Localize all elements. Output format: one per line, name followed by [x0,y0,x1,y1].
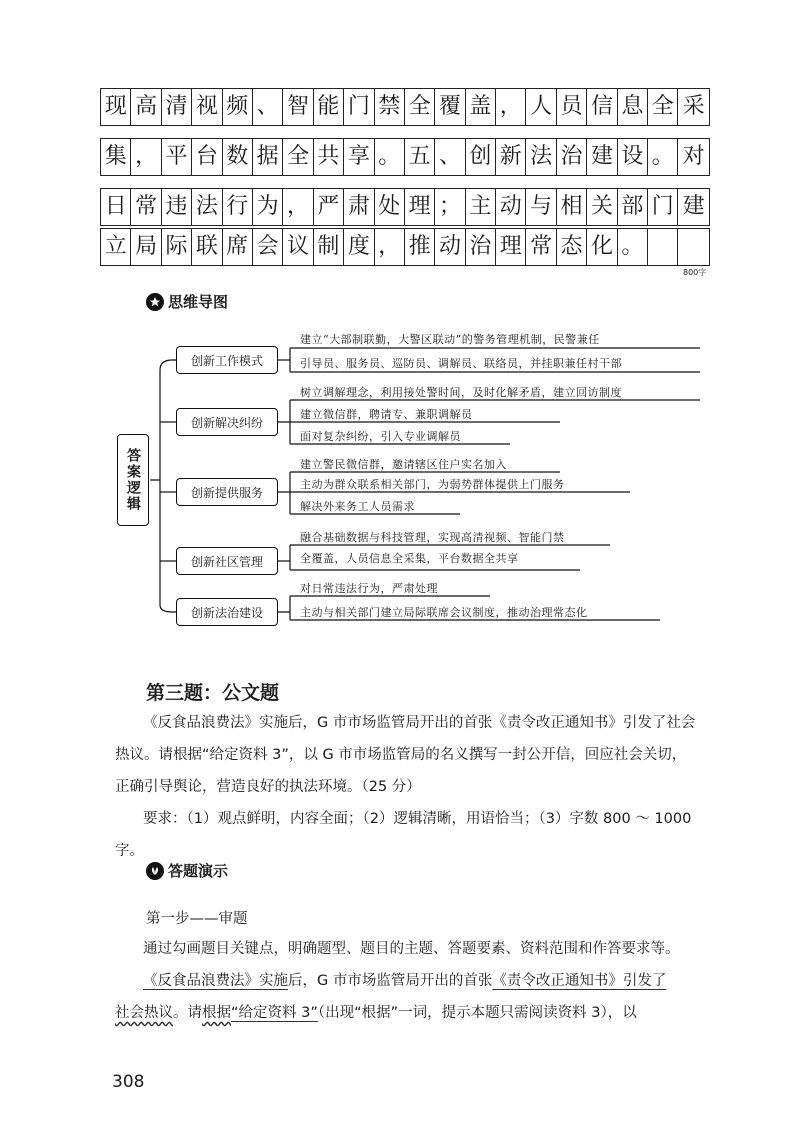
mindmap-leaf: 主动与相关部门建立局际联席会议制度，推动治理常态化 [300,606,588,619]
grid-cell: ； [435,189,465,225]
mindmap-node: 创新提供服务 [176,478,278,506]
grid-cell: 、 [253,89,283,125]
grid-cell: 对 [682,144,705,169]
grid-cell: 信 [587,89,617,125]
step-label: 第一步——审题 [146,911,248,927]
grid-cell: 门 [344,89,374,125]
mindmap-leaf: 主动为群众联系相关部门，为弱势群体提供上门服务 [300,478,565,491]
grid-cell: 局 [131,229,161,265]
demo-heading: 答题演示 [146,860,228,881]
grid-cell: 数 [223,139,253,175]
grid-cell: 理 [496,229,526,265]
grid-cell: 设 [618,139,648,175]
grid-cell: 全 [405,89,435,125]
grid-cell: 法 [526,139,556,175]
grid-cell: 能 [314,89,344,125]
grid-cell: 采 [682,94,705,119]
mindmap-leaf: 建立微信群，聘请专、兼职调解员 [300,408,473,421]
grid-cell: 覆 [435,89,465,125]
grid-cell: 全 [648,89,678,125]
grid-cell: 常 [131,189,161,225]
grid-cell: 席 [223,229,253,265]
mindmap-leaf: 建立警民微信群，邀请辖区住户实名加入 [300,458,507,471]
grid-cell: ， [375,229,405,265]
grid-cell: 为 [253,189,283,225]
grid-cell: 联 [192,229,222,265]
page-number: 308 [112,1072,145,1092]
grid-cell: 建 [587,139,617,175]
grid-cell: 、 [435,139,465,175]
grid-cell: 议 [283,229,313,265]
grid-cell: 推 [405,229,435,265]
grid-cell: 频 [223,89,253,125]
mindmap-leaf: 建立“大部制联勤，大警区联动”的警务管理机制，民警兼任 [300,333,600,346]
grid-cell: 处 [375,189,405,225]
mindmap-heading: 思维导图 [146,291,228,312]
grid-cell: 化 [587,229,617,265]
grid-cell: 治 [466,229,496,265]
grid-cell: 清 [162,89,192,125]
grid-cell: 部 [618,189,648,225]
mindmap-root: 答案逻辑 [117,434,149,526]
grid-cell: 据 [253,139,283,175]
word-count: 800字 [683,268,707,277]
grid-cell: ， [131,139,161,175]
grid-cell: 新 [496,139,526,175]
grid-cell: 常 [526,229,556,265]
grid-cell: 现 [101,89,131,125]
grid-cell: 与 [526,189,556,225]
grid-cell: 禁 [375,89,405,125]
grid-cell: 。 [375,139,405,175]
mindmap-node: 创新法治建设 [176,598,278,626]
grid-cell: 人 [526,89,556,125]
mindmap-leaf: 全覆盖，人员信息全采集，平台数据全共享 [300,552,519,565]
grid-cell: 日 [101,189,131,225]
grid-cell: 态 [557,229,587,265]
grid-cell: 主 [466,189,496,225]
question-body: 《反食品浪费法》实施后，G 市市场监管局开出的首张《责令改正通知书》引发了社会 热议。请根据“给定资料 3”，以 G 市市场监管局的名义撰写一封公开信，回应社会关切， 正确引导舆论，营造良好的执法环境。（25 分） 要求：（1）观点鲜明，内容全面；（2）逻辑清晰，用语恰当；（3）字数 800 ～ 1000 字。 [115,715,696,859]
grid-cell: 享 [344,139,374,175]
grid-cell: 肃 [344,189,374,225]
grid-cell: 违 [162,189,192,225]
grid-cell: 治 [557,139,587,175]
grid-cell: 集 [101,139,131,175]
grid-cell: 视 [192,89,222,125]
demo-body: 通过勾画题目关键点，明确题型、题目的主题、答题要素、资料范围和作答要求等。 《反食品浪费法》实施后，G 市市场监管局开出的首张《责令改正通知书》引发了 社会热议。请根据“给定资料 3”（出现“根据”一词，提示本题只需阅读资料 3），以 [115,941,680,1021]
mindmap-leaf: 融合基础数据与科技管理，实现高清视频、智能门禁 [300,531,565,544]
mindmap-leaf: 解决外来务工人员需求 [300,500,415,513]
grid-cell: 建 [682,194,705,219]
grid-cell: 。 [618,229,648,265]
grid-cell: 盖 [466,89,496,125]
mindmap-leaf: 树立调解理念，利用接处警时间，及时化解矛盾，建立回访制度 [300,386,622,399]
grid-cell: 关 [587,189,617,225]
grid-cell: 相 [557,189,587,225]
mindmap-node: 创新工作模式 [176,346,278,374]
leaf-icon [146,862,164,880]
grid-cell: 五 [405,139,435,175]
grid-cell: 会 [253,229,283,265]
mindmap-leaf: 面对复杂纠纷，引入专业调解员 [300,430,461,443]
mindmap-node: 创新解决纠纷 [176,408,278,436]
grid-cell: 平 [162,139,192,175]
grid-cell: 全 [283,139,313,175]
mindmap-leaf: 对日常违法行为，严肃处理 [300,582,438,595]
grid-cell: 共 [314,139,344,175]
grid-cell: 立 [101,229,131,265]
grid-cell: 息 [618,89,648,125]
grid-cell: 。 [648,139,678,175]
grid-cell: 台 [192,139,222,175]
grid-cell: 行 [223,189,253,225]
grid-cell: 动 [435,229,465,265]
grid-cell: 法 [192,189,222,225]
grid-cell: 严 [314,189,344,225]
grid-cell: 员 [557,89,587,125]
section-title: 第三题：公文题 [146,682,280,704]
grid-cell: 度 [344,229,374,265]
grid-cell: 制 [314,229,344,265]
grid-cell: 智 [283,89,313,125]
grid-cell: ， [283,189,313,225]
mindmap-leaf: 引导员、服务员、巡防员、调解员、联络员，并挂职兼任村干部 [300,357,622,370]
grid-cell: 门 [648,189,678,225]
grid-cell: 高 [131,89,161,125]
grid-cell: 动 [496,189,526,225]
mindmap-node: 创新社区管理 [176,547,278,575]
grid-cell: ， [496,89,526,125]
grid-cell: 创 [466,139,496,175]
grid-cell: 理 [405,189,435,225]
grid-cell: 际 [162,229,192,265]
